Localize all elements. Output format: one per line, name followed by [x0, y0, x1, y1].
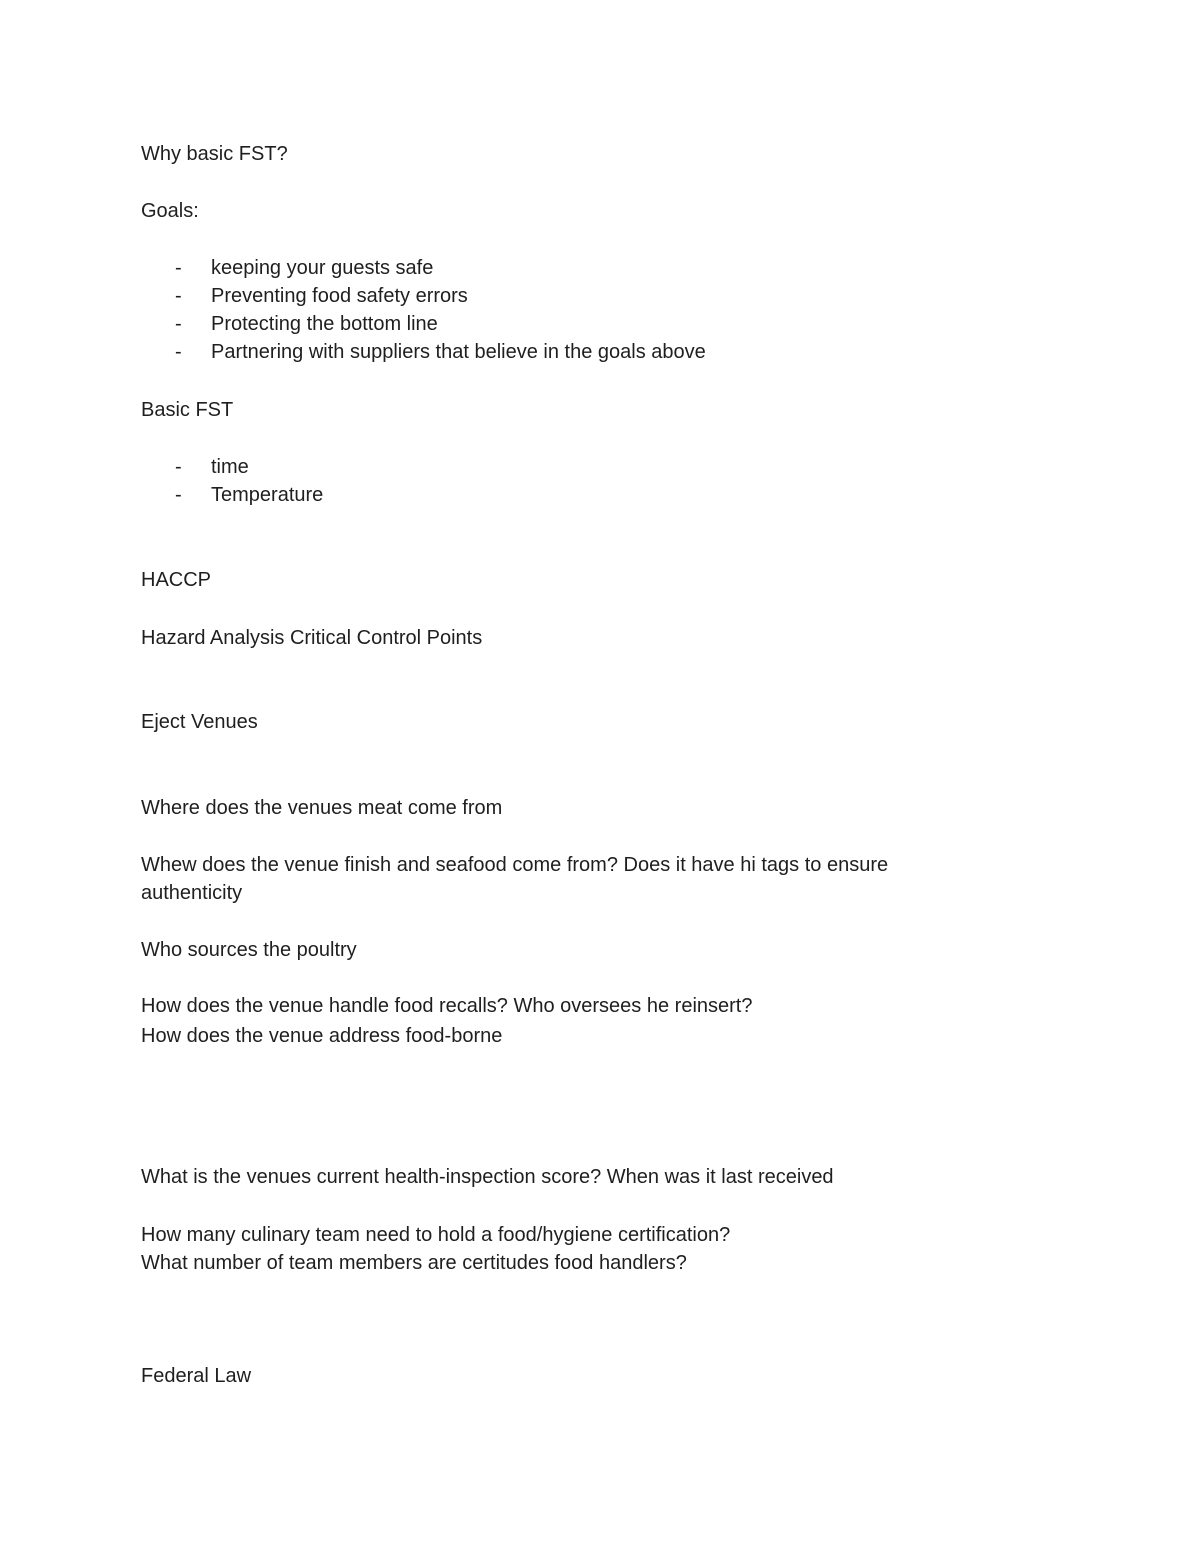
- basic-fst-item-text: time: [211, 456, 249, 478]
- basic-fst-item-text: Temperature: [211, 484, 324, 506]
- question-seafood-line1: Whew does the venue finish and seafood come from? Does it have hi tags to ensure: [141, 854, 889, 876]
- question-handlers: What number of team members are certitudes food handlers?: [141, 1252, 687, 1274]
- goal-item-text: keeping your guests safe: [211, 257, 434, 279]
- question-certification: How many culinary team need to hold a food/hygiene certification?: [141, 1224, 731, 1246]
- bullet-dash: -: [175, 285, 182, 307]
- bullet-dash: -: [175, 313, 182, 335]
- question-meat: Where does the venues meat come from: [141, 797, 503, 819]
- question-foodborne: How does the venue address food-borne: [141, 1025, 503, 1047]
- haccp-heading: HACCP: [141, 569, 212, 591]
- goal-item-text: Partnering with suppliers that believe in the goals above: [211, 341, 706, 363]
- bullet-dash: -: [175, 257, 182, 279]
- question-inspection: What is the venues current health-inspection score? When was it last received: [141, 1166, 834, 1188]
- haccp-full-name: Hazard Analysis Critical Control Points: [141, 627, 483, 649]
- eject-venues-heading: Eject Venues: [141, 711, 258, 733]
- question-recalls: How does the venue handle food recalls? Who oversees he reinsert?: [141, 995, 753, 1017]
- bullet-dash: -: [175, 341, 182, 363]
- bullet-dash: -: [175, 456, 182, 478]
- bullet-dash: -: [175, 484, 182, 506]
- federal-law-heading: Federal Law: [141, 1365, 252, 1387]
- goal-item-text: Preventing food safety errors: [211, 285, 468, 307]
- goals-label: Goals:: [141, 200, 199, 222]
- goal-item-text: Protecting the bottom line: [211, 313, 438, 335]
- basic-fst-label: Basic FST: [141, 399, 234, 421]
- question-poultry: Who sources the poultry: [141, 939, 357, 961]
- why-heading: Why basic FST?: [141, 143, 288, 165]
- question-seafood-line2: authenticity: [141, 882, 243, 904]
